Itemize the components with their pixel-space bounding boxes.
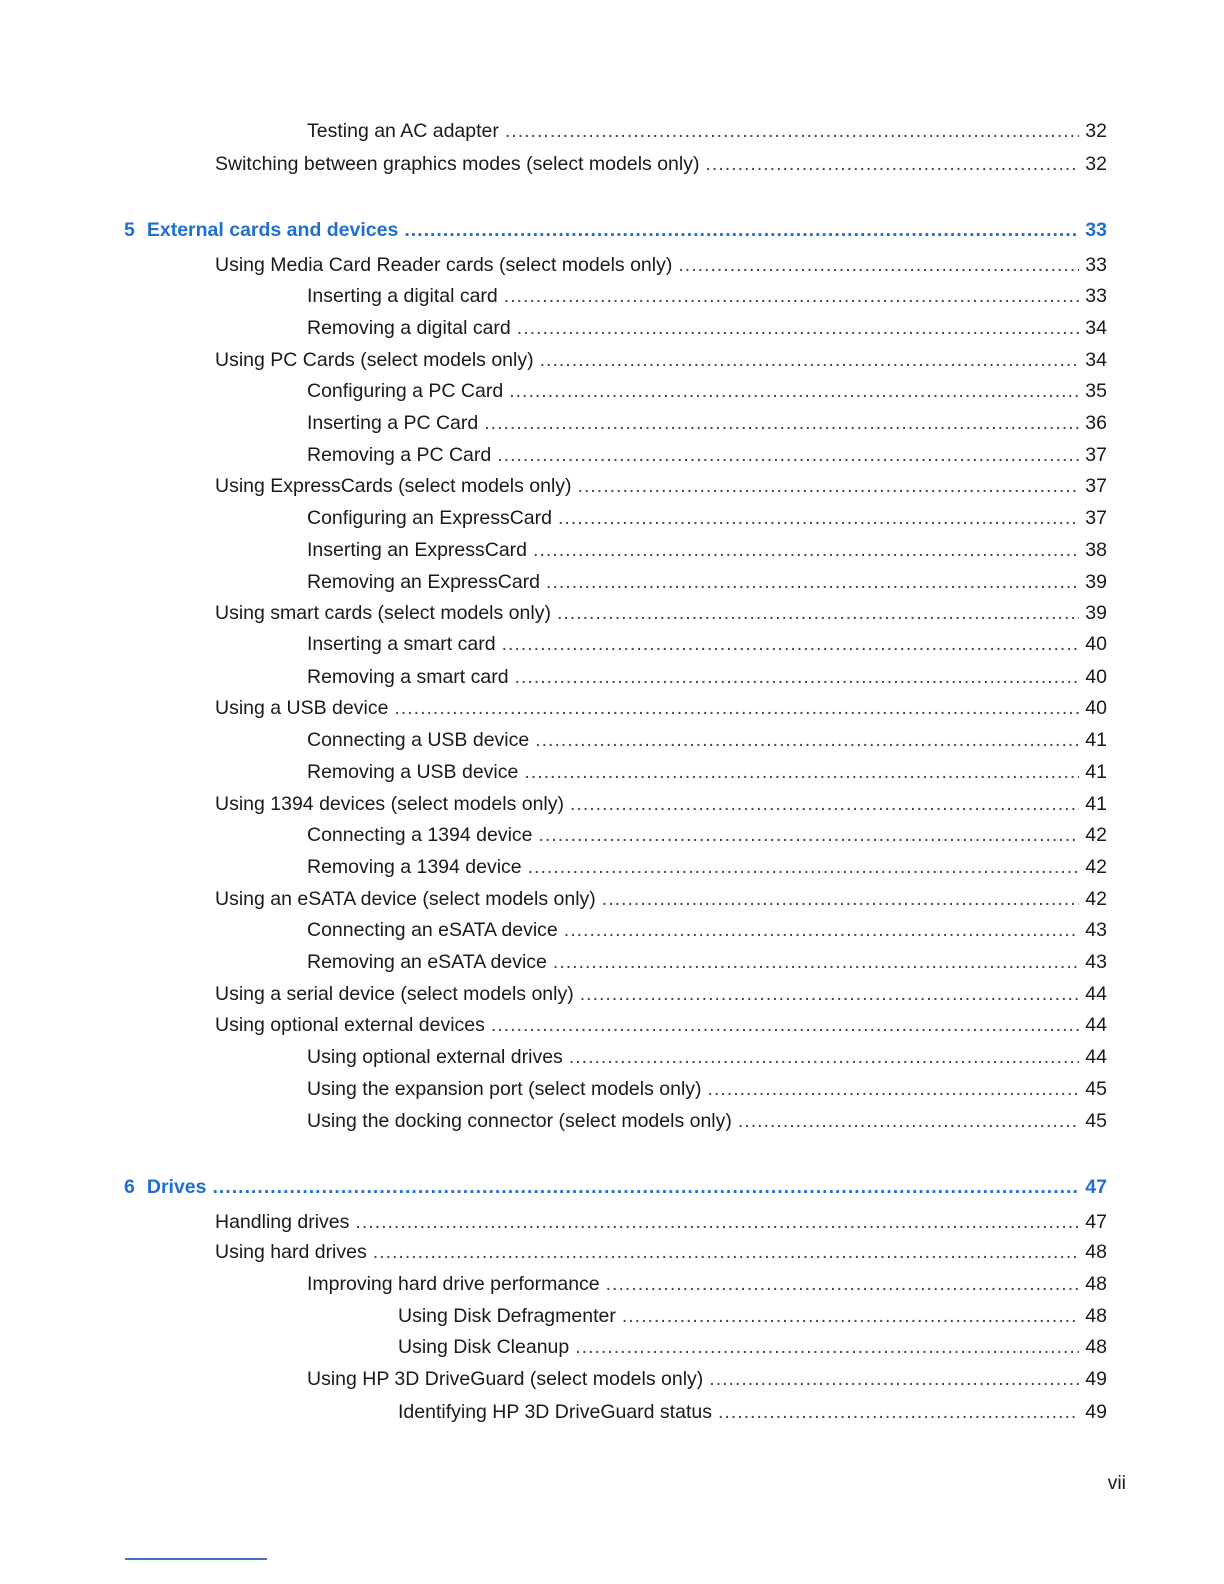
toc-entry-page: 41 — [1085, 793, 1107, 815]
toc-entry[interactable] — [307, 119, 1107, 143]
toc-entry-title: Removing a digital card — [307, 317, 511, 339]
toc-entry[interactable] — [307, 316, 1107, 340]
dot-leader — [497, 443, 1079, 467]
toc-entry-title: Using Media Card Reader cards (select models only) — [215, 254, 673, 276]
toc-entry-title: Switching between graphics modes (select models only) — [215, 153, 700, 175]
toc-entry-page: 44 — [1085, 1046, 1107, 1068]
toc-entry-title: Using optional external drives — [307, 1046, 563, 1068]
dot-leader — [622, 1304, 1079, 1328]
dot-leader — [505, 119, 1079, 143]
toc-entry[interactable] — [307, 538, 1107, 562]
toc-entry-title: Using smart cards (select models only) — [215, 602, 551, 624]
dot-leader — [502, 632, 1080, 656]
page-number: vii — [1107, 1472, 1126, 1494]
chapter-number: 5 — [124, 219, 135, 241]
dot-leader — [570, 792, 1079, 816]
toc-entry[interactable] — [215, 792, 1107, 816]
toc-entry-page: 39 — [1085, 602, 1107, 624]
dot-leader — [394, 696, 1079, 720]
dot-leader — [546, 570, 1079, 594]
dot-leader — [564, 918, 1080, 942]
toc-entry[interactable] — [307, 1367, 1107, 1391]
toc-entry-page: 47 — [1085, 1211, 1107, 1233]
toc-entry-page: 40 — [1085, 633, 1107, 655]
toc-entry-page: 38 — [1085, 539, 1107, 561]
toc-entry-title: Using an eSATA device (select models only) — [215, 888, 596, 910]
toc-entry-page: 45 — [1085, 1078, 1107, 1100]
toc-entry[interactable] — [215, 601, 1107, 625]
toc-entry-title: Inserting a digital card — [307, 285, 498, 307]
footer-divider — [125, 1558, 267, 1560]
chapter-title: Drives — [146, 1176, 207, 1198]
toc-entry-page: 34 — [1085, 349, 1107, 371]
toc-entry-page: 48 — [1085, 1305, 1107, 1327]
dot-leader — [404, 218, 1079, 242]
toc-entry[interactable] — [307, 760, 1107, 784]
toc-entry-page: 48 — [1085, 1273, 1107, 1295]
toc-entry-page: 43 — [1085, 951, 1107, 973]
toc-entry-title: Connecting a 1394 device — [307, 824, 533, 846]
dot-leader — [539, 823, 1080, 847]
dot-leader — [580, 982, 1080, 1006]
toc-entry-page: 43 — [1085, 919, 1107, 941]
toc-entry[interactable] — [398, 1304, 1107, 1328]
chapter-page: 47 — [1085, 1176, 1107, 1198]
toc-chapter-5[interactable] — [124, 218, 1107, 242]
toc-entry-title: Using the docking connector (select models only) — [307, 1110, 732, 1132]
toc-entry-page: 49 — [1085, 1401, 1107, 1423]
toc-entry[interactable] — [215, 348, 1107, 372]
toc-entry[interactable] — [307, 665, 1107, 689]
toc-entry-page: 36 — [1085, 412, 1107, 434]
toc-entry-page: 44 — [1085, 1014, 1107, 1036]
toc-entry[interactable] — [307, 855, 1107, 879]
dot-leader — [212, 1175, 1079, 1199]
toc-entry-page: 37 — [1085, 507, 1107, 529]
toc-entry[interactable] — [307, 570, 1107, 594]
toc-entry-page: 35 — [1085, 380, 1107, 402]
toc-entry[interactable] — [307, 443, 1107, 467]
dot-leader — [484, 411, 1079, 435]
chapter-title: External cards and devices — [146, 219, 399, 241]
toc-entry[interactable] — [215, 696, 1107, 720]
toc-entry-title: Using a USB device — [215, 697, 389, 719]
toc-entry-title: Inserting a PC Card — [307, 412, 479, 434]
toc-entry-page: 41 — [1085, 761, 1107, 783]
toc-entry-page: 48 — [1085, 1336, 1107, 1358]
toc-entry-title: Using 1394 devices (select models only) — [215, 793, 565, 815]
chapter-number: 6 — [124, 1176, 135, 1198]
dot-leader — [524, 760, 1079, 784]
toc-entry-page: 49 — [1085, 1368, 1107, 1390]
toc-entry[interactable] — [215, 1240, 1107, 1264]
dot-leader — [515, 665, 1080, 689]
dot-leader — [709, 1367, 1079, 1391]
toc-entry-page: 48 — [1085, 1241, 1107, 1263]
toc-entry-title: Configuring a PC Card — [307, 380, 504, 402]
dot-leader — [540, 348, 1080, 372]
toc-entry-page: 32 — [1085, 153, 1107, 175]
toc-entry[interactable] — [215, 887, 1107, 911]
toc-entry-title: Removing a 1394 device — [307, 856, 522, 878]
toc-entry-title: Using Disk Cleanup — [398, 1336, 570, 1358]
toc-entry-title: Inserting a smart card — [307, 633, 496, 655]
toc-entry[interactable] — [307, 823, 1107, 847]
toc-entry[interactable] — [307, 950, 1107, 974]
dot-leader — [517, 316, 1080, 340]
dot-leader — [738, 1109, 1079, 1133]
dot-leader — [533, 538, 1079, 562]
chapter-page: 33 — [1085, 219, 1107, 241]
toc-entry[interactable] — [215, 1210, 1107, 1234]
toc-entry-title: Identifying HP 3D DriveGuard status — [398, 1401, 712, 1423]
toc-entry-title: Using HP 3D DriveGuard (select models only) — [307, 1368, 704, 1390]
toc-entry-title: Using the expansion port (select models only) — [307, 1078, 702, 1100]
toc-entry[interactable] — [307, 1272, 1107, 1296]
dot-leader — [373, 1240, 1080, 1264]
toc-entry[interactable] — [307, 728, 1107, 752]
toc-entry-title: Removing a smart card — [307, 666, 509, 688]
toc-entry-page: 37 — [1085, 475, 1107, 497]
dot-leader — [678, 253, 1079, 277]
dot-leader — [355, 1210, 1079, 1234]
toc-entry-page: 33 — [1085, 254, 1107, 276]
toc-entry-page: 33 — [1085, 285, 1107, 307]
dot-leader — [708, 1077, 1080, 1101]
dot-leader — [528, 855, 1080, 879]
toc-entry-title: Testing an AC adapter — [307, 120, 499, 142]
toc-entry-title: Improving hard drive performance — [307, 1273, 600, 1295]
dot-leader — [553, 950, 1079, 974]
toc-entry-page: 37 — [1085, 444, 1107, 466]
toc-entry[interactable] — [307, 284, 1107, 308]
toc-entry[interactable] — [307, 632, 1107, 656]
toc-entry-page: 42 — [1085, 856, 1107, 878]
toc-entry-title: Removing a PC Card — [307, 444, 492, 466]
toc-entry[interactable] — [398, 1400, 1107, 1424]
dot-leader — [569, 1045, 1079, 1069]
toc-entry-page: 41 — [1085, 729, 1107, 751]
toc-entry[interactable] — [215, 982, 1107, 1006]
toc-entry[interactable] — [215, 1013, 1107, 1037]
dot-leader — [557, 601, 1079, 625]
toc-entry-title: Connecting an eSATA device — [307, 919, 558, 941]
dot-leader — [578, 474, 1080, 498]
toc-entry[interactable] — [307, 1109, 1107, 1133]
toc-entry-title: Removing a USB device — [307, 761, 519, 783]
toc-entry[interactable] — [215, 152, 1107, 176]
toc-entry[interactable] — [307, 379, 1107, 403]
dot-leader — [491, 1013, 1079, 1037]
dot-leader — [535, 728, 1079, 752]
toc-entry-title: Removing an eSATA device — [307, 951, 547, 973]
toc-entry-title: Removing an ExpressCard — [307, 571, 541, 593]
toc-entry-page: 40 — [1085, 666, 1107, 688]
toc-entry-page: 44 — [1085, 983, 1107, 1005]
toc-entry-title: Using ExpressCards (select models only) — [215, 475, 572, 497]
toc-entry-title: Using hard drives — [215, 1241, 367, 1263]
toc-entry-title: Connecting a USB device — [307, 729, 530, 751]
toc-chapter-6[interactable] — [124, 1175, 1107, 1199]
toc-entry[interactable] — [215, 253, 1107, 277]
dot-leader — [575, 1335, 1079, 1359]
toc-entry-page: 39 — [1085, 571, 1107, 593]
toc-entry-page: 42 — [1085, 888, 1107, 910]
dot-leader — [606, 1272, 1080, 1296]
dot-leader — [718, 1400, 1079, 1424]
toc-entry-title: Configuring an ExpressCard — [307, 507, 552, 529]
toc-entry-title: Using PC Cards (select models only) — [215, 349, 534, 371]
dot-leader — [509, 379, 1079, 403]
dot-leader — [558, 506, 1079, 530]
dot-leader — [705, 152, 1079, 176]
toc-entry[interactable] — [398, 1335, 1107, 1359]
toc-entry-title: Using Disk Defragmenter — [398, 1305, 616, 1327]
dot-leader — [602, 887, 1080, 911]
toc-entry-title: Inserting an ExpressCard — [307, 539, 528, 561]
toc-entry[interactable] — [215, 474, 1107, 498]
dot-leader — [504, 284, 1080, 308]
toc-entry[interactable] — [307, 506, 1107, 530]
toc-entry-title: Using optional external devices — [215, 1014, 485, 1036]
toc-entry-title: Using a serial device (select models only) — [215, 983, 574, 1005]
toc-entry[interactable] — [307, 1077, 1107, 1101]
toc-entry-page: 42 — [1085, 824, 1107, 846]
toc-entry[interactable] — [307, 411, 1107, 435]
toc-entry[interactable] — [307, 918, 1107, 942]
toc-entry[interactable] — [307, 1045, 1107, 1069]
toc-entry-page: 40 — [1085, 697, 1107, 719]
toc-entry-page: 45 — [1085, 1110, 1107, 1132]
toc-entry-title: Handling drives — [215, 1211, 350, 1233]
toc-entry-page: 34 — [1085, 317, 1107, 339]
toc-entry-page: 32 — [1085, 120, 1107, 142]
